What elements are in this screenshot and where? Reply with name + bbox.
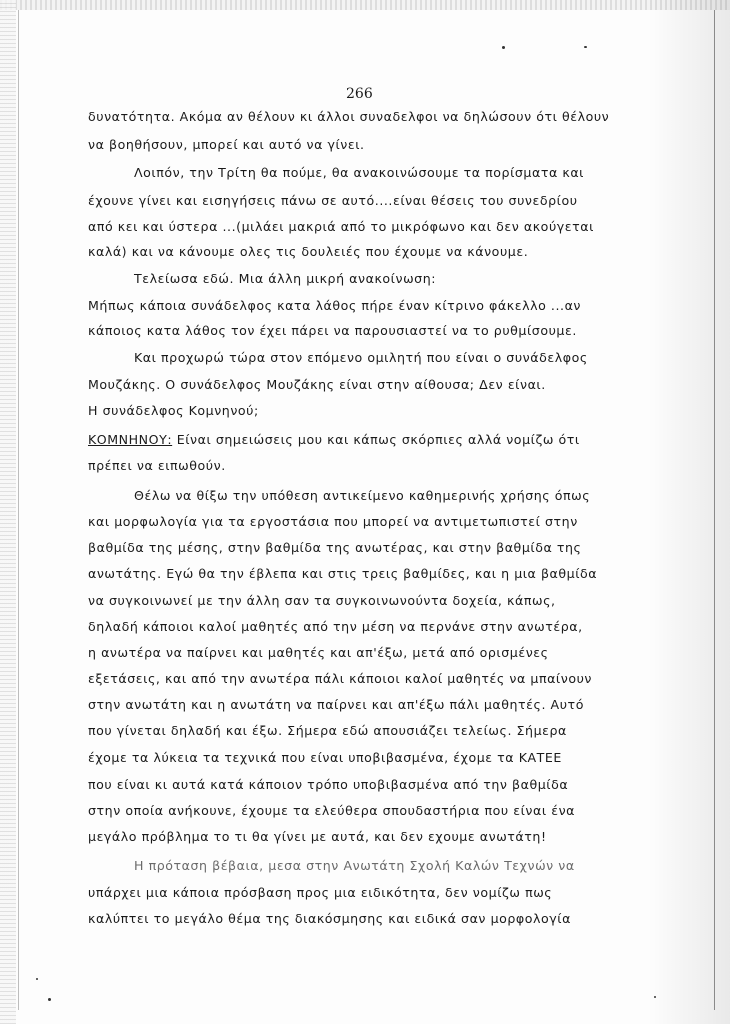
text-line: δυνατότητα. Ακόμα αν θέλουν κι άλλοι συναδελφοι να δηλώσουν ότι θέλουν — [88, 109, 610, 124]
text-line: Και προχωρώ τώρα στον επόμενο ομιλητή που είναι ο συνάδελφος — [134, 350, 588, 365]
text-line: Μουζάκης. Ο συνάδελφος Μουζάκης είναι στην αίθουσα; Δεν είναι. — [88, 377, 546, 392]
text-line: Μήπως κάποια συνάδελφος κατα λάθος πήρε έναν κίτρινο φάκελλο ...αν — [88, 298, 582, 313]
text-line: Τελείωσα εδώ. Μια άλλη μικρή ανακοίνωση: — [134, 271, 437, 286]
speck — [502, 46, 505, 49]
text-line: που γίνεται δηλαδή και έξω. Σήμερα εδώ απουσιάζει τελείως. Σήμερα — [88, 723, 567, 738]
photocopy-left-edge — [0, 0, 16, 1024]
photocopy-top-edge — [0, 0, 730, 10]
text-line: που είναι κι αυτά κατά κάποιον τρόπο υποβιβασμένα από την βαθμίδα — [88, 777, 569, 792]
speaker-line — [88, 432, 580, 448]
text-line: υπάρχει μια κάποια πρόσβαση προς μια ειδικότητα, δεν νομίζω πως — [88, 885, 553, 900]
text-line: να συγκοινωνεί με την άλλη σαν τα συγκοινωνούντα δοχεία, κάπως, — [88, 593, 556, 608]
page-border-right — [714, 10, 715, 1010]
text-line: να βοηθήσουν, μπορεί και αυτό να γίνει. — [88, 137, 365, 152]
speck — [584, 46, 587, 48]
text-line: και μορφωλογία για τα εργοστάσια που μπορεί να αντιμετωπιστεί στην — [88, 514, 578, 529]
text-line: Λοιπόν, την Τρίτη θα πούμε, θα ανακοινώσουμε τα πορίσματα και — [134, 165, 584, 180]
text-line: Η πρόταση βέβαια, μεσα στην Ανωτάτη Σχολή Καλών Τεχνών να — [134, 858, 575, 873]
text-line: βαθμίδα της μέσης, στην βαθμίδα της ανωτέρας, και στην βαθμίδα της — [88, 540, 582, 555]
text-line: πρέπει να ειπωθούν. — [88, 458, 226, 473]
text-line: μεγάλο πρόβλημα το τι θα γίνει με αυτά, και δεν εχουμε ανωτάτη! — [88, 829, 547, 844]
text-line: έχουνε γίνει και εισηγήσεις πάνω σε αυτό....είναι θέσεις του συνεδρίου — [88, 193, 578, 208]
text-line: κάποιος κατα λάθος τον έχει πάρει να παρουσιαστεί να το ρυθμίσουμε. — [88, 323, 577, 338]
text-line: ανωτάτης. Εγώ θα την έβλεπα και στις τρεις βαθμίδες, και η μια βαθμίδα — [88, 566, 598, 581]
text-line: δηλαδή κάποιοι καλοί μαθητές από την μέση να περνάνε στην ανωτέρα, — [88, 619, 583, 634]
speck — [654, 996, 656, 998]
photocopy-right-shadow — [648, 0, 730, 1024]
speck — [36, 978, 38, 980]
text-line: καλύπτει το μεγάλο θέμα της διακόσμησης και ειδικά σαν μορφολογία — [88, 911, 571, 926]
text-line: Θέλω να θίξω την υπόθεση αντικείμενο καθημερινής χρήσης όπως — [134, 488, 591, 503]
text-line: εξετάσεις, και από την ανωτέρα πάλι κάποιοι καλοί μαθητές να μπαίνουν — [88, 671, 593, 686]
speck — [48, 998, 51, 1001]
text-line: η ανωτέρα να παίρνει και μαθητές και απ'έξω, μετά από ορισμένες — [88, 645, 549, 660]
text-line: Είναι σημειώσεις μου και κάπως σκόρπιες αλλά νομίζω ότι — [176, 432, 580, 447]
text-line: καλά) και να κάνουμε ολες τις δουλειές που έχουμε να κάνουμε. — [88, 244, 529, 259]
text-line: από κει και ύστερα ...(μιλάει μακριά από το μικρόφωνο και δεν ακούγεται — [88, 219, 594, 234]
text-line: στην ανωτάτη και η ανωτάτη να παίρνει και απ'έξω πάλι μαθητές. Αυτό — [88, 697, 584, 712]
speaker-label: ΚΟΜΝΗΝΟΥ: — [88, 432, 173, 447]
text-line: Η συνάδελφος Κομνηνού; — [88, 403, 259, 418]
text-line: έχομε τα λύκεια τα τεχνικά που είναι υποβιβασμένα, έχομε τα ΚΑΤΕΕ — [88, 750, 562, 765]
text-line: στην οποία ανήκουνε, έχουμε τα ελεύθερα σπουδαστήρια που είναι ένα — [88, 803, 576, 818]
page-number: 266 — [346, 86, 373, 102]
page-border-left — [18, 10, 19, 1010]
